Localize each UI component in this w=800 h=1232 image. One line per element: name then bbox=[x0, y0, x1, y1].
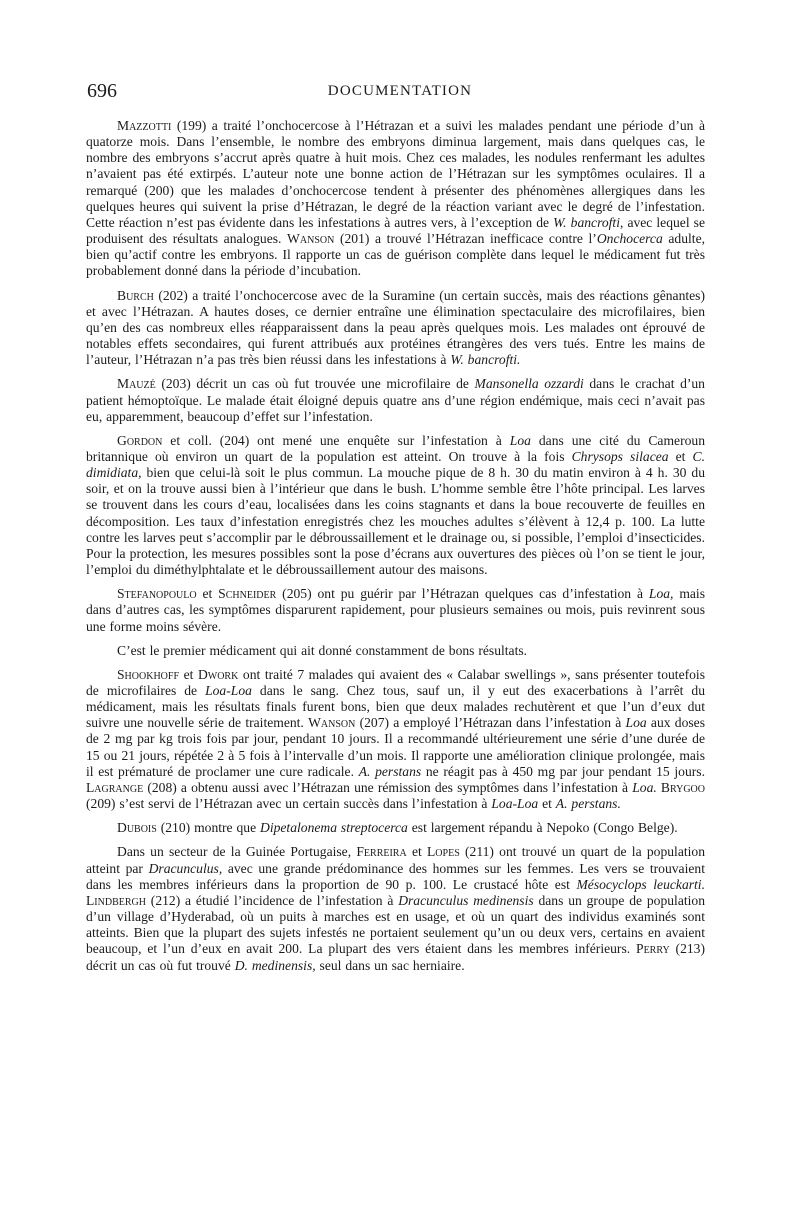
page-number: 696 bbox=[87, 80, 117, 102]
author-name: Lopes bbox=[427, 844, 460, 860]
text-run: et coll. (204) ont mené une enquête sur l’infestation à bbox=[162, 432, 510, 448]
text-run: (211) ont trouvé un quart de la population atteint par bbox=[86, 844, 706, 876]
paragraph-mazzotti bbox=[86, 118, 705, 280]
species-name: D. medinensis, bbox=[234, 957, 316, 973]
species-name: C. dimidiata, bbox=[86, 448, 706, 481]
species-name: Dracunculus, bbox=[148, 860, 223, 876]
text-run: avec une grande prédominance des hommes sur les femmes. Les vers se trouvaient dans les membres inférieurs dans la proportion de 90 p. 100. Le crustacé hôte est bbox=[86, 860, 705, 892]
species-name: Chrysops silacea bbox=[571, 448, 669, 464]
text-run: et bbox=[196, 586, 219, 602]
species-name: A. perstans. bbox=[555, 796, 621, 812]
author-name: Gordon bbox=[117, 432, 163, 448]
species-name: Mésocyclops leuckarti. bbox=[576, 876, 705, 892]
author-name: Mazzotti bbox=[117, 118, 172, 133]
species-name: Loa bbox=[625, 715, 647, 731]
paragraph-mauze bbox=[86, 376, 705, 424]
author-name: Perry bbox=[636, 941, 670, 957]
paragraph-ferreira bbox=[86, 844, 705, 973]
text-run: (208) a obtenu aussi avec l’Hétrazan une rémission des symptômes dans l’infestation à bbox=[143, 779, 633, 795]
author-name: Wanson bbox=[287, 231, 335, 247]
text-run: dans le sang. Chez tous, sauf un, il y eut des exacerbations à l’arrêt du médicament, mais les résultats finals furent bons, bien que deux malades rechutèrent et que l’un d’eux dut suivre une nouvelle série de traitement. bbox=[86, 683, 705, 731]
species-name: W. bancrofti. bbox=[450, 352, 521, 368]
author-name: Burch bbox=[117, 287, 154, 303]
author-name: Brygoo bbox=[660, 779, 705, 795]
text-run: (210) montre que bbox=[156, 820, 260, 836]
text-run: et bbox=[538, 796, 556, 812]
text-run: (209) s’est servi de l’Hétrazan avec un certain succès dans l’infestation à bbox=[86, 796, 492, 812]
text-run: , avec lequel se produisent des résultats analogues. bbox=[86, 214, 705, 247]
text-run: Dans un secteur de la Guinée Portugaise, bbox=[117, 844, 357, 860]
text-run: ne réagit pas à 450 mg par jour pendant 15 jours. bbox=[421, 763, 705, 779]
running-title: DOCUMENTATION bbox=[327, 83, 473, 99]
text-run: et bbox=[406, 844, 427, 860]
paragraph-dubois bbox=[86, 820, 705, 836]
text-run: ont traité 7 malades qui avaient des « Calabar swellings », sans présenter toutefois de microfilaires de bbox=[86, 666, 705, 698]
paragraph-premier bbox=[86, 643, 705, 659]
author-name: Schneider bbox=[218, 586, 277, 602]
species-name: Loa. bbox=[632, 779, 657, 795]
text-run: dans le crachat d’un patient hémoptoïque. Le malade était éloigné depuis quatre ans d’une région endémique, mais ceci n’avait pas eu, apparemment, beaucoup d’effet sur l’infestation. bbox=[86, 376, 705, 424]
text-run: aux doses de 2 mg par kg trois fois par jour, pendant 10 jours. Il a recommandé ultérieurement une série d’une durée de 15 ou 21 jours, répétée 2 à 5 fois à l’intervalle d’un mois. Il rapporte une amélioration clinique prolongée, mais il est prématuré de proclamer une cure radicale. bbox=[86, 715, 705, 779]
text-run: adulte, bien qu’actif contre les embryons. Il rapporte un cas de guérison complète dans lequel le médicament fut très probablement donné dans la période d’incubation. bbox=[86, 231, 705, 279]
text-run: dans un groupe de population d’un village d’Hyderabad, où un puits à marches est en usage, et où un quart des individus examinés sont atteints. Bien que la plupart des sujets infestés ne portaient seulement qu’un ou deux vers, certains en avaient beaucoup, et l’un d’eux en avait 200. La plupart des vers étaient dans les membres inférieurs. bbox=[86, 892, 706, 957]
text-run: (203) décrit un cas où fut trouvée une microfilaire de bbox=[155, 376, 475, 392]
species-name: Dipetalonema streptocerca bbox=[260, 820, 408, 836]
text-run: (213) décrit un cas où fut trouvé bbox=[86, 941, 706, 973]
text-run: dans une cité du Cameroun britannique où environ un quart de la population est atteint. On trouve à la fois bbox=[86, 432, 705, 464]
page-header bbox=[0, 80, 800, 104]
paragraph-burch bbox=[86, 288, 705, 369]
paragraph-gordon bbox=[86, 433, 705, 578]
species-name: Loa-Loa bbox=[205, 683, 252, 698]
author-name: Mauzé bbox=[117, 376, 156, 392]
text-run: et bbox=[179, 666, 198, 682]
author-name: Dubois bbox=[117, 820, 157, 836]
text-run: bien que celui-là soit le plus commun. La mouche pique de 8 h. 30 du matin environ à 4 h. 30 du soir, et on la trouve aussi bien à l’intérieur que dans le bush. L’homme semble être l’hôte principal. Les larves se trouvent dans les cours d’eau, localisées dans les coins stagnants et dans la boue recouverte de feuilles en décomposition. Les taux d’infestation enregistrés chez les mouches adultes s’élèvent à 12,4 p. 100. La lutte contre les larves peut s’accomplir par le débroussaillement et le drainage ou, si possible, l’emploi d’insecticides. Pour la protection, les mesures possibles sont la pose d’écrans aux ouvertures des pièces où l’on se tient le jour, l’emploi du diméthylphtalate et le débroussaillement autour des maisons. bbox=[86, 465, 705, 578]
species-name: Onchocerca bbox=[596, 231, 663, 247]
author-name: Ferreira bbox=[356, 844, 407, 860]
text-run: C’est le premier médicament qui ait donné constamment de bons résultats. bbox=[117, 642, 528, 658]
paragraph-shookhoff bbox=[86, 667, 705, 812]
species-name: A. perstans bbox=[358, 763, 422, 779]
author-name: Stefanopoulo bbox=[117, 586, 197, 602]
paragraph-stefanopoulo bbox=[86, 586, 705, 634]
species-name: Loa-Loa bbox=[491, 796, 539, 812]
text-run: et bbox=[668, 448, 693, 464]
text-run: seul dans un sac herniaire. bbox=[315, 957, 465, 973]
text-run: (202) a traité l’onchocercose avec de la Suramine (un certain succès, mais des réactions gênantes) et avec l’Hétrazan. A hautes doses, ce dernier entraîne une élimination spectaculaire des microfilaires, bien qu’en des cas nombreux elles réapparaissent dans la peau après quelques mois. Les malades ont éprouvé de notables effets secondaires, qui furent attribués aux protéines étrangères des vers tués. Entre les mains de l’auteur, l’Hétrazan n’a pas très bien réussi dans les infestations à bbox=[86, 287, 705, 368]
text-run: (201) a trouvé l’Hétrazan inefficace contre l’ bbox=[334, 231, 597, 247]
author-name: Lindbergh bbox=[86, 892, 146, 908]
text-run: est largement répandu à Nepoko (Congo Belge). bbox=[407, 820, 678, 836]
author-name: Lagrange bbox=[86, 779, 144, 795]
text-run: (212) a étudié l’incidence de l’infestation à bbox=[145, 892, 399, 908]
species-name: Loa bbox=[509, 432, 531, 448]
text-run: (205) ont pu guérir par l’Hétrazan quelques cas d’infestation à bbox=[276, 586, 649, 602]
species-name: W. bancrofti bbox=[553, 214, 620, 230]
species-name: Dracunculus medinensis bbox=[398, 892, 534, 908]
document-body bbox=[86, 118, 705, 982]
author-name: Wanson bbox=[308, 715, 356, 731]
text-run: (199) a traité l’onchocercose à l’Hétrazan et a suivi les malades pendant une période d’un à quatorze mois. Dans l’ensemble, le nombre des embryons diminua largement, mais dans quelques cas, le nombre des embryons s’accrut après quatre à huit mois. Chez ces malades, les nodules renfermant les adultes n’avaient pas été extirpés. L’auteur note une bonne action de l’Hétrazan sur les symptômes oculaires. Il a remarqué (200) que les malades d’onchocercose tendent à présenter des phénomènes allergiques dans les quelques heures qui suivent la prise d’Hétrazan, le degré de la réaction variant avec le degré de l’infestation. Cette réaction n’est pas évidente dans les infestations à autres vers, à l’exception de bbox=[86, 118, 705, 230]
text-run: (207) a employé l’Hétrazan dans l’infestation à bbox=[355, 715, 626, 731]
author-name: Dwork bbox=[197, 666, 239, 682]
species-name: Loa, bbox=[648, 586, 674, 602]
author-name: Shookhoff bbox=[117, 666, 180, 682]
text-run: mais dans d’autres cas, les symptômes disparurent rapidement, pour plusieurs semaines ou mois, puis revinrent sous une forme moins sévère. bbox=[86, 586, 705, 634]
species-name: Mansonella ozzardi bbox=[474, 376, 584, 392]
